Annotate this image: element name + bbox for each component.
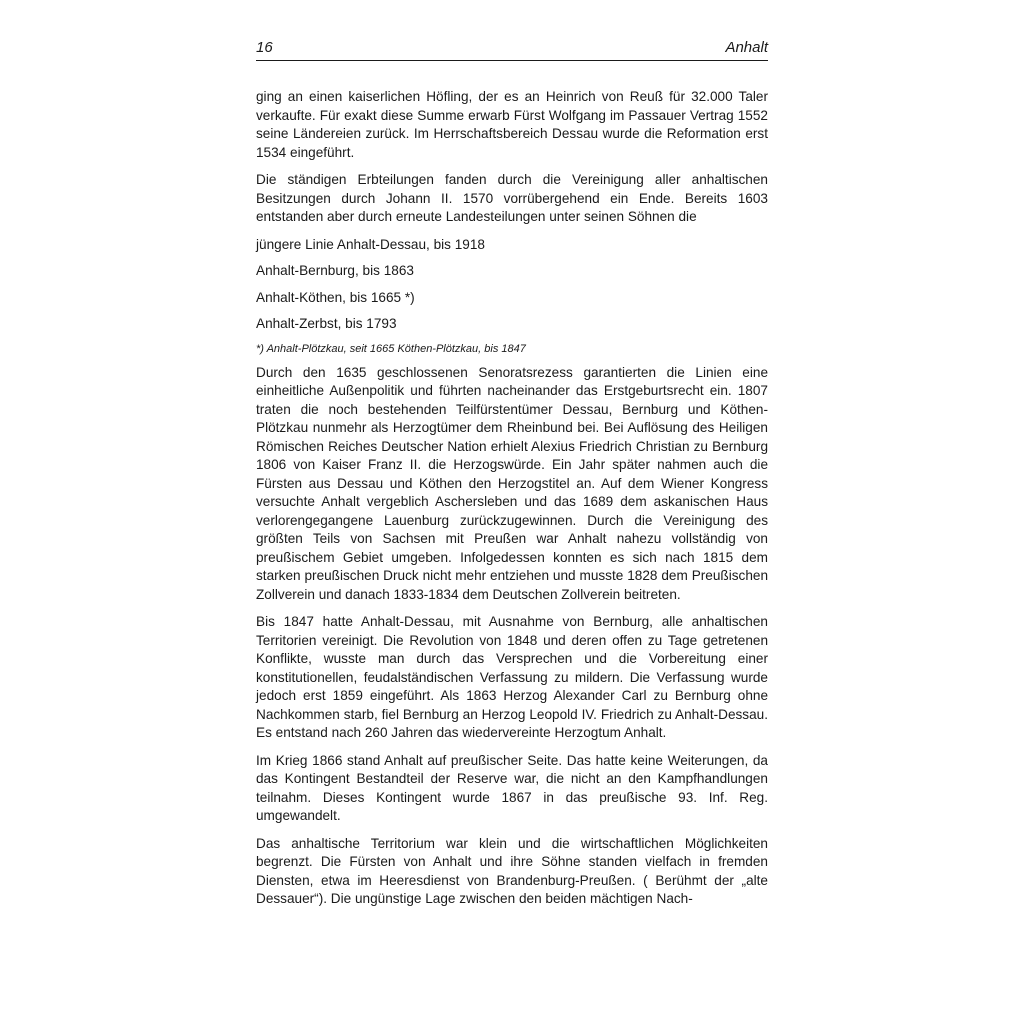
lineage-item-bernburg: Anhalt-Bernburg, bis 1863 bbox=[256, 263, 414, 278]
running-header bbox=[256, 38, 768, 61]
paragraph-1: ging an einen kaiserlichen Höfling, der es an Heinrich von Reuß für 32.000 Taler verkaufte. Für exakt diese Summe erwarb Fürst Wolfgang im Passauer Vertrag 1552 seine Ländereien zurück. Im Herrschaftsbereich Dessau wurde die Reformation erst 1534 eingeführt. bbox=[256, 89, 768, 160]
paragraph-6: Das anhaltische Territorium war klein und die wirtschaftlichen Möglichkeiten begrenzt. Die Fürsten von Anhalt und ihre Söhne standen vielfach in fremden Diensten, etwa im Heeresdienst von Brandenburg-Preußen. ( Berühmt der „alte Dessauer“). Die ungünstige Lage zwischen den beiden mächtigen Nach- bbox=[256, 835, 768, 906]
book-page bbox=[256, 38, 768, 918]
paragraph-5: Im Krieg 1866 stand Anhalt auf preußischer Seite. Das hatte keine Weiterungen, da das Kontingent Bestandteil der Reserve war, die nicht an den Kampfhandlungen teilnahm. Dieses Kontingent wurde 1867 in das preußische 93. Inf. Reg. umgewandelt. bbox=[256, 752, 768, 823]
paragraph-4: Bis 1847 hatte Anhalt-Dessau, mit Ausnahme von Bernburg, alle anhaltischen Territorien vereinigt. Die Revolution von 1848 und deren offen zu Tage getretenen Konflikte, wusste man durch das Versprechen und die Vorbereitung einer konstitutionellen, feudalständischen Verfassung zu mildern. Die Verfassung wurde jedoch erst 1859 eingeführt. Als 1863 Herzog Alexander Carl zu Bernburg ohne Nachkommen starb, fiel Bernburg an Herzog Leopold IV. Friedrich zu Anhalt-Dessau. Es entstand nach 260 Jahren das wiedervereinte Herzogtum Anhalt. bbox=[256, 614, 768, 740]
page-number: 16 bbox=[256, 39, 273, 56]
paragraph-2: Die ständigen Erbteilungen fanden durch die Vereinigung aller anhaltischen Besitzungen durch Johann II. 1570 vorrübergehend ein Ende. Bereits 1603 entstanden aber durch erneute Landesteilungen unter seinen Söhnen die bbox=[256, 172, 768, 224]
lineage-item-dessau: jüngere Linie Anhalt-Dessau, bis 1918 bbox=[256, 236, 485, 252]
lineage-item-zerbst: Anhalt-Zerbst, bis 1793 bbox=[256, 316, 397, 331]
running-title: Anhalt bbox=[725, 39, 768, 56]
lineage-item-koethen: Anhalt-Köthen, bis 1665 *) bbox=[256, 289, 415, 305]
paragraph-3: Durch den 1635 geschlossenen Senoratsrezess garantierten die Linien eine einheitliche Außenpolitik und führten nacheinander das Erstgeburtsrecht ein. 1807 traten die noch bestehenden Teilfürstentümer Dessau, Bernburg und Köthen-Plötzkau nunmehr als Herzogtümer dem Rheinbund bei. Bei Auflösung des Heiligen Römischen Reiches Deutscher Nation erhielt Alexius Friedrich Christian zu Bernburg 1806 von Kaiser Franz II. die Herzogswürde. Ein Jahr später nahmen auch die Fürsten aus Dessau und Köthen den Herzogstitel an. Auf dem Wiener Kongress versuchte Anhalt vergeblich Aschersleben und das 1689 dem askanischen Haus verlorengegangene Lauenburg zurückzugewinnen. Durch die Vereinigung des größten Teils von Sachsen mit Preußen war Anhalt nahezu vollständig von preußischem Gebiet umgeben. Infolgedessen konnten es sich nach 1815 dem starken preußischen Druck nicht mehr entziehen und musste 1828 dem Preußischen Zollverein und danach 1833-1834 dem Deutschen Zollverein beitreten. bbox=[256, 364, 768, 602]
body-text bbox=[256, 88, 768, 909]
footnote: *) Anhalt-Plötzkau, seit 1665 Köthen-Plötzkau, bis 1847 bbox=[256, 342, 526, 355]
